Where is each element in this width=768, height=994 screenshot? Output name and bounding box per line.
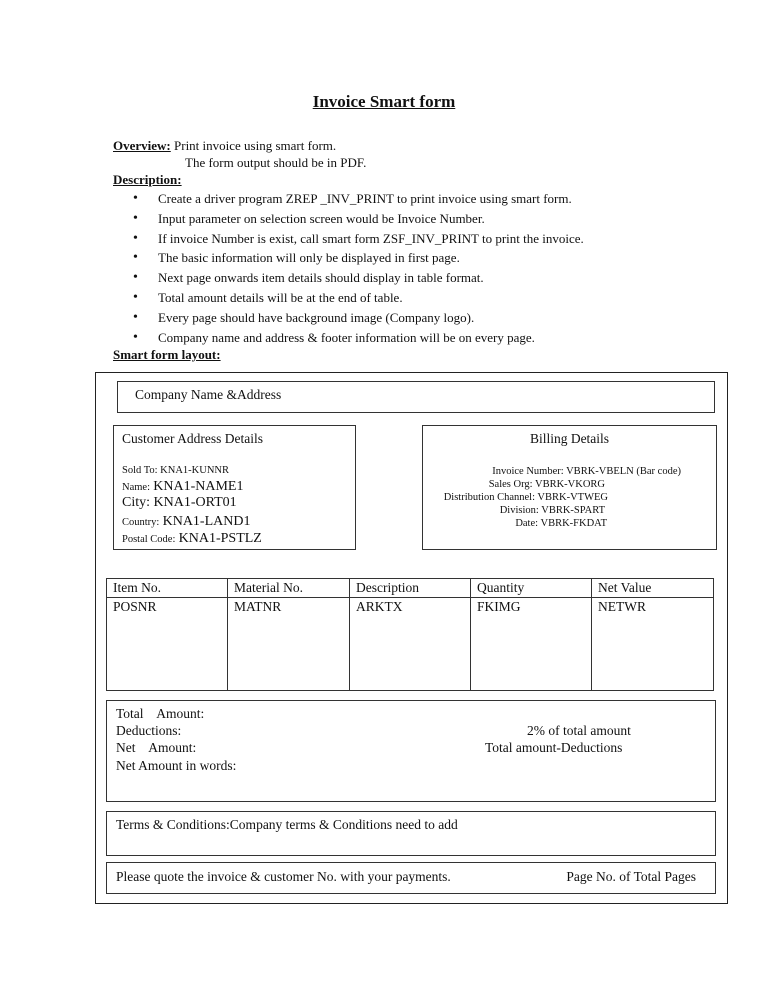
sold-to: Sold To: KNA1-KUNNR xyxy=(122,465,229,476)
overview-label: Overview: xyxy=(113,138,171,153)
list-item: • Input parameter on selection screen would be Invoice Number. xyxy=(113,209,584,229)
layout-label: Smart form layout: xyxy=(113,347,221,362)
deductions-value: 2% of total amount xyxy=(527,723,631,738)
col-material-no: Material No. xyxy=(228,579,350,598)
list-item: • Total amount details will be at the end of table. xyxy=(113,288,584,308)
document-title: Invoice Smart form xyxy=(312,92,456,111)
country-label: Country: xyxy=(122,517,160,528)
customer-title: Customer Address Details xyxy=(122,431,263,446)
name-label: Name: xyxy=(122,482,150,493)
billing-division: Division: VBRK-SPART xyxy=(499,505,605,516)
footer-page-text: Page No. of Total Pages xyxy=(566,869,696,884)
deductions-label: Deductions: xyxy=(116,723,182,738)
customer-name xyxy=(122,478,243,495)
overview-line xyxy=(113,138,336,154)
net-amount-label: Net Amount: xyxy=(116,740,197,755)
billing-box xyxy=(422,425,717,550)
cell-posnr: POSNR xyxy=(107,598,228,691)
list-item: • If invoice Number is exist, call smart form ZSF_INV_PRINT to print the invoice. xyxy=(113,229,584,249)
col-item-no: Item No. xyxy=(107,579,228,598)
items-table xyxy=(106,578,714,691)
footer-left-text: Please quote the invoice & customer No. with your payments. xyxy=(116,869,451,884)
col-quantity: Quantity xyxy=(471,579,592,598)
customer-city: City: KNA1-ORT01 xyxy=(122,495,237,510)
postal-value: KNA1-PSTLZ xyxy=(178,531,262,546)
list-item: • The basic information will only be displayed in first page. xyxy=(113,248,584,268)
overview-text: Print invoice using smart form. xyxy=(170,138,337,153)
postal-label: Postal Code: xyxy=(122,534,176,545)
cell-netwr: NETWR xyxy=(592,598,714,691)
country-value: KNA1-LAND1 xyxy=(162,514,251,529)
description-label: Description: xyxy=(113,172,182,187)
table-header-row xyxy=(107,579,714,598)
table-row xyxy=(107,598,714,691)
name-value: KNA1-NAME1 xyxy=(153,479,244,494)
list-item: • Next page onwards item details should display in table format. xyxy=(113,268,584,288)
customer-box xyxy=(113,425,356,550)
terms-box xyxy=(106,811,716,856)
list-item: • Every page should have background image (Company logo). xyxy=(113,308,584,328)
total-amount-label: Total Amount: xyxy=(116,706,205,721)
customer-country xyxy=(122,513,250,530)
cell-arktx: ARKTX xyxy=(350,598,471,691)
net-amount-value: Total amount-Deductions xyxy=(485,740,623,755)
terms-text: Terms & Conditions:Company terms & Conditions need to add xyxy=(116,817,458,832)
overview-line-2: The form output should be in PDF. xyxy=(185,155,367,170)
amount-in-words-label: Net Amount in words: xyxy=(116,758,237,773)
billing-sales-org: Sales Org: VBRK-VKORG xyxy=(488,479,605,490)
list-item: • Create a driver program ZREP _INV_PRINT to print invoice using smart form. xyxy=(113,189,584,209)
footer-box xyxy=(106,862,716,894)
customer-postal xyxy=(122,530,262,547)
cell-matnr: MATNR xyxy=(228,598,350,691)
list-item: • Company name and address & footer information will be on every page. xyxy=(113,328,584,348)
description-list xyxy=(113,189,584,347)
billing-date: Date: VBRK-FKDAT xyxy=(515,518,607,529)
col-description: Description xyxy=(350,579,471,598)
cell-fkimg: FKIMG xyxy=(471,598,592,691)
company-box xyxy=(117,381,715,413)
billing-title: Billing Details xyxy=(529,431,610,446)
billing-invoice: Invoice Number: VBRK-VBELN (Bar code) xyxy=(492,466,681,477)
company-text: Company Name &Address xyxy=(135,387,282,402)
totals-box xyxy=(106,700,716,802)
col-net-value: Net Value xyxy=(592,579,714,598)
billing-channel: Distribution Channel: VBRK-VTWEG xyxy=(443,492,608,503)
